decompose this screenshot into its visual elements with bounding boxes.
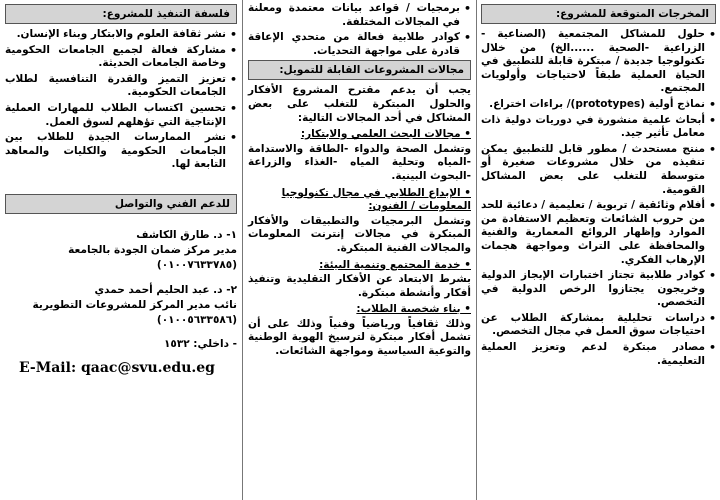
outputs-item: • منتج مستحدث / مطور قابل للتطبيق يمكن تنفيذه من خلال مشروعات صغيرة أو متوسطة للتغلب على بعض المشاكل القومية. <box>481 143 716 197</box>
field-body: وتشمل البرمجيات والتطبيقات والأفكار المبتكرة في مجالات إنترنت المعلومات والمجالات الفنية المبتكرة. <box>248 214 471 254</box>
fundable-fields-title: مجالات المشروعات القابلة للتمويل: <box>248 60 471 80</box>
email-address[interactable]: E-Mail: qaac@svu.edu.eg <box>19 359 215 376</box>
fundable-fields-intro: يجب أن يدعم مقترح المشروع الأفكار والحلول المبتكرة للتغلب على بعض المشاكل في أحد المجالات التالية: <box>248 84 471 124</box>
extension-number: - داخلي: ١٥٣٢ <box>164 337 237 350</box>
field-body: وذلك ثقافياً ورياضياً وفنياً وذلك على أن تشمل أفكار مبتكرة لترسيخ الهوية الوطنية والتوعية السياسية ومواجهة الشائعات. <box>248 317 471 358</box>
outputs-item: • برمجيات / قواعد بيانات معتمدة ومعلنة في المجالات المختلفة. <box>248 2 471 29</box>
outputs-item: • حلول للمشاكل المجتمعية (الصناعية - الزراعية -الصحية ......الخ) من خلال تكنولوجيا جديدة / مبتكرة قابلة للتطبيق في الحياة العملية طبقاً لاحتياجات وأولويات المجتمع. <box>481 28 716 96</box>
philosophy-column <box>0 0 242 500</box>
outputs-title: المخرجات المتوقعة للمشروع: <box>481 4 716 24</box>
contact-entry <box>5 228 237 273</box>
outputs-item: • نماذج أولية (prototypes)/ براءات اختراع. <box>481 98 716 112</box>
philosophy-item: • نشر الممارسات الجيدة للطلاب بين الجامعات الحكومية والكليات والمعاهد التابعة لها. <box>5 131 237 172</box>
philosophy-item: • تعزيز التميز والقدرة التنافسية لطلاب الجامعات الحكومية. <box>5 73 237 100</box>
contact-entry <box>5 283 237 328</box>
philosophy-item: • نشر ثقافة العلوم والابتكار وبناء الإنسان. <box>5 28 237 42</box>
outputs-continued-list <box>248 2 471 58</box>
outputs-item: • مصادر مبتكرة لدعم وتعزيز العملية التعليمية. <box>481 341 716 368</box>
philosophy-item: • تحسين اكتساب الطلاب للمهارات العملية الإنتاجية التي تؤهلهم لسوق العمل. <box>5 102 237 129</box>
contact-phone: (٠١٠٠٧٦٣٣٧٨٥) <box>156 258 237 271</box>
field-heading: • بناء شخصية الطلاب: <box>248 303 471 317</box>
outputs-item: • دراسات تحليلية بمشاركة الطلاب عن احتياجات سوق العمل في مجال التخصص. <box>481 312 716 339</box>
outputs-list <box>481 28 716 368</box>
field-heading: • الإبداع الطلابي في مجال تكنولوجيا المعلومات / الفنون: <box>248 187 471 214</box>
field-heading: • خدمة المجتمع وتنمية البيئة: <box>248 259 471 273</box>
support-title: للدعم الفني والتواصل <box>5 194 237 214</box>
field-body: وتشمل الصحة والدواء -الطاقة والاستدامة -المياه وتحلية المياه -الغذاء والزراعة -البحوث البينية. <box>248 142 471 182</box>
philosophy-list <box>5 28 237 172</box>
philosophy-item: • مشاركة فعالة لجميع الجامعات الحكومية وخاصة الجامعات الحديثة. <box>5 44 237 71</box>
contact-role: مدير مركز ضمان الجودة بالجامعة <box>68 243 237 256</box>
contact-phone: (٠١٠٠٥٦٣٣٥٨٦) <box>156 313 237 326</box>
field-body: بشرط الابتعاد عن الأفكار التقليدية وتنفيذ أفكار وأنشطة مبتكرة. <box>248 273 471 299</box>
fields-column <box>242 0 476 500</box>
contact-name: ١- د. طارق الكاشف <box>136 228 237 241</box>
philosophy-title: فلسفة التنفيذ للمشروع: <box>5 4 237 24</box>
field-heading: • مجالات البحث العلمي والابتكار: <box>248 128 471 142</box>
outputs-column <box>476 0 720 500</box>
contact-role: نائب مدير المركز للمشروعات التطويرية <box>32 298 237 311</box>
outputs-item: • أفلام وثائقية / تربوية / تعليمية / دعائية للحد من حروب الشائعات وتعظيم الاستفادة من الموارد وإظهار الروائع المعمارية والفنية والمحافظة على التراث ومواجهة هجمات الإرهاب الفكري. <box>481 199 716 267</box>
outputs-item: • كوادر طلابية فعالة من متحدي الإعاقة قادرة على مواجهة التحديات. <box>248 31 471 58</box>
outputs-item: • كوادر طلابية تجتاز اختبارات الإيجاز الدولية وخريجون يجتازوا الرخص الدولية في التخصص. <box>481 269 716 310</box>
contact-name: ٢- د. عبد الحليم أحمد حمدي <box>94 283 237 296</box>
outputs-item: • أبحاث علمية منشورة في دوريات دولية ذات معامل تأثير جيد. <box>481 114 716 141</box>
